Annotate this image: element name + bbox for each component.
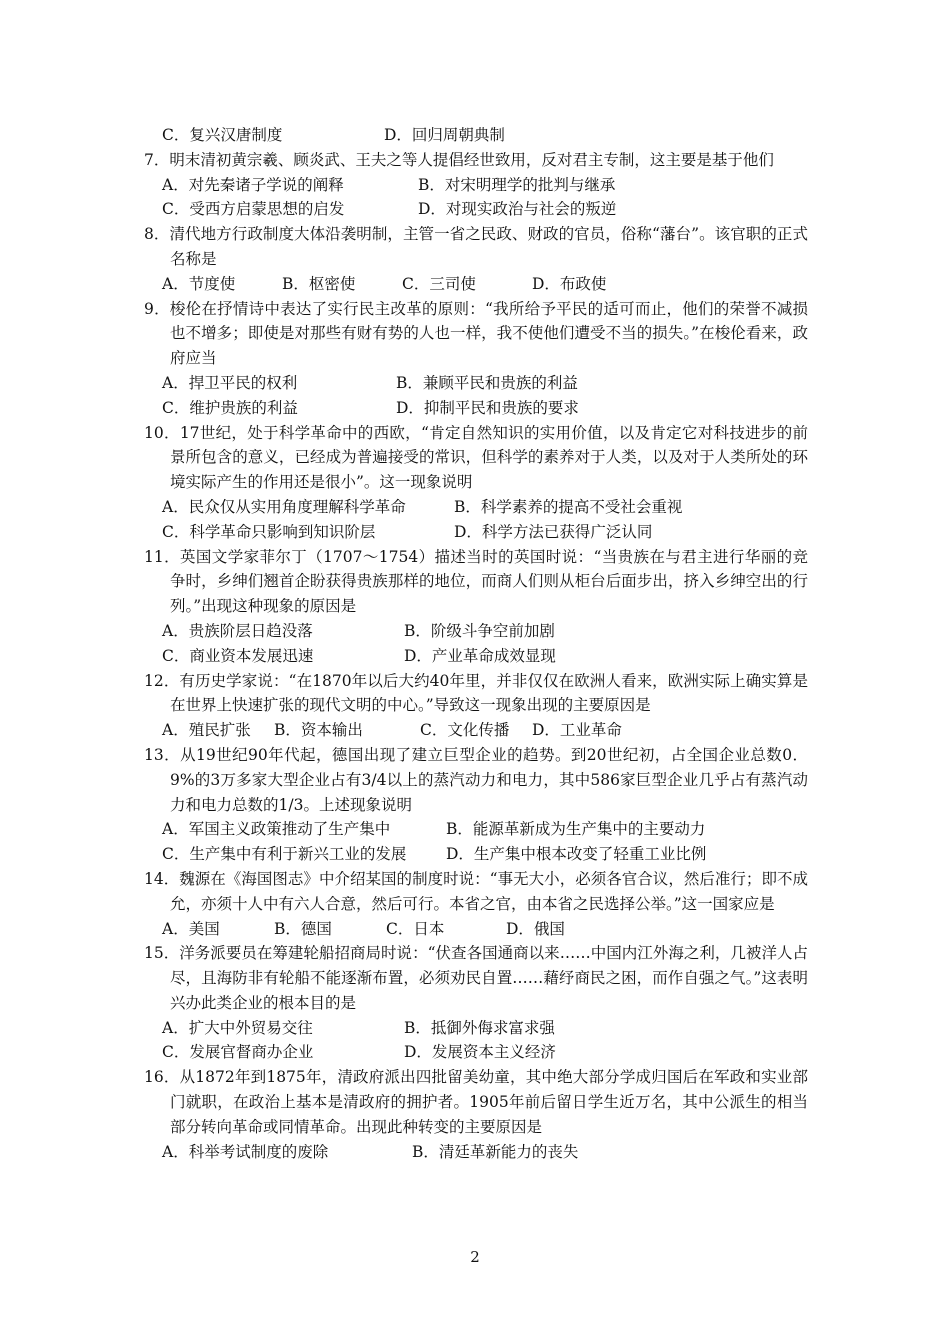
question-14-stem: 14．魏源在《海国图志》中介绍某国的制度时说：“事无大小，必须各官合议，然后准行；即不成允，亦须十人中有六人合意，然后可行。本省之官，由本省之民选择公举。”这一国家应是 [144, 869, 808, 913]
option: C．受西方启蒙思想的启发 [162, 200, 345, 219]
option: B．枢密使 [282, 274, 356, 293]
question-10-stem: 10．17世纪，处于科学革命中的西欧，“肯定自然知识的实用价值，以及肯定它对科技进步的前景所包含的意义，已经成为普遍接受的常识，但科学的素养对于人类，以及对于人类所处的环境实际产生的作用还是很小”。这一现象说明 [144, 423, 808, 492]
options-row [144, 917, 808, 942]
option: A．军国主义政策推动了生产集中 [162, 820, 391, 839]
exam-page [144, 123, 808, 1164]
option: A．民众仅从实用角度理解科学革命 [162, 497, 406, 516]
option: D．工业革命 [532, 721, 622, 740]
option: B．兼顾平民和贵族的利益 [396, 373, 578, 392]
option: B．德国 [274, 919, 332, 938]
option: B．资本输出 [274, 721, 363, 740]
options-row [144, 520, 808, 545]
option: D．生产集中根本改变了轻重工业比例 [446, 845, 707, 864]
question-7-stem: 7．明末清初黄宗羲、顾炎武、王夫之等人提倡经世致用，反对君主专制，这主要是基于他们 [144, 150, 774, 169]
question-15-stem: 15．洋务派要员在筹建轮船招商局时说：“伏查各国通商以来……中国内江外海之利，几被洋人占尽，且海防非有轮船不能逐渐布置，必须劝民自置……藉纾商民之困，而作自强之气。”这表明兴办此类企业的根本目的是 [144, 944, 808, 1012]
option: C．科学革命只影响到知识阶层 [162, 522, 376, 541]
question-8-stem: 8．清代地方行政制度大体沿袭明制，主管一省之民政、财政的官员，俗称“藩台”。该官职的正式名称是 [144, 225, 808, 268]
options-row [144, 495, 808, 520]
option: D．科学方法已获得广泛认同 [454, 522, 653, 541]
options-row [144, 619, 808, 644]
options-row [144, 644, 808, 669]
option: B．抵御外侮求富求强 [404, 1018, 555, 1037]
option: B．清廷革新能力的丧失 [412, 1142, 579, 1161]
options-row [144, 272, 808, 297]
option: D．产业革命成效显现 [404, 646, 556, 665]
option: D．对现实政治与社会的叛逆 [418, 200, 617, 219]
options-row [144, 842, 808, 867]
option: B．对宋明理学的批判与继承 [418, 175, 616, 194]
option: C．复兴汉唐制度 [162, 126, 283, 144]
question-13-stem: 13．从19世纪90年代起，德国出现了建立巨型企业的趋势。到20世纪初，占全国企业总数0．9%的3万多家大型企业占有3/4以上的蒸汽动力和电力，其中586家巨型企业几乎占有蒸汽动力和电力总数的1/3。上述现象说明 [144, 745, 808, 814]
option: A．捍卫平民的权利 [162, 373, 298, 392]
options-row [144, 396, 808, 421]
option: C．文化传播 [420, 721, 510, 740]
option: A．对先秦诸子学说的阐释 [162, 175, 344, 194]
option: D．抑制平民和贵族的要求 [396, 398, 579, 417]
options-row [144, 123, 808, 148]
option: C．维护贵族的利益 [162, 398, 298, 417]
option: D．回归周朝典制 [384, 126, 505, 144]
option: D．俄国 [506, 919, 565, 938]
option: B．科学素养的提高不受社会重视 [454, 497, 683, 516]
options-row [144, 197, 808, 222]
options-row [144, 718, 808, 743]
option: C．生产集中有利于新兴工业的发展 [162, 845, 407, 864]
option: C．日本 [386, 919, 445, 938]
options-row [144, 1016, 808, 1041]
options-row [144, 173, 808, 198]
option: A．贵族阶层日趋没落 [162, 621, 313, 640]
option: D．布政使 [532, 274, 607, 293]
option: A．节度使 [162, 274, 236, 293]
option: A．殖民扩张 [162, 721, 251, 740]
question-11-stem: 11．英国文学家菲尔丁（1707～1754）描述当时的英国时说：“当贵族在与君主进行华丽的竞争时，乡绅们翘首企盼获得贵族那样的地位，而商人们则从柜台后面步出，挤入乡绅空出的行列。”出现这种现象的原因是 [144, 547, 808, 616]
option: A．科举考试制度的废除 [162, 1142, 329, 1161]
question-12-stem: 12．有历史学家说：“在1870年以后大约40年里，并非仅仅在欧洲人看来，欧洲实际上确实算是在世界上快速扩张的现代文明的中心。”导致这一现象出现的主要原因是 [144, 671, 808, 715]
option: A．扩大中外贸易交往 [162, 1018, 313, 1037]
options-row [144, 371, 808, 396]
options-row [144, 1040, 808, 1065]
option: C．发展官督商办企业 [162, 1043, 314, 1062]
option: D．发展资本主义经济 [404, 1043, 556, 1062]
option: C．三司使 [402, 274, 476, 293]
option: B．能源革新成为生产集中的主要动力 [446, 820, 706, 839]
option: C．商业资本发展迅速 [162, 646, 314, 665]
page-number: 2 [470, 1248, 480, 1266]
question-9-stem: 9．梭伦在抒情诗中表达了实行民主改革的原则：“我所给予平民的适可而止，他们的荣誉不减损也不增多；即使是对那些有财有势的人也一样，我不使他们遭受不当的损失。”在梭伦看来，政府应当 [144, 299, 808, 368]
options-row [144, 1140, 808, 1165]
question-16-stem: 16．从1872年到1875年，清政府派出四批留美幼童，其中绝大部分学成归国后在军政和实业部门就职，在政治上基本是清政府的拥护者。1905年前后留日学生近万名，其中公派生的相当部分转向革命或同情革命。出现此种转变的主要原因是 [144, 1068, 808, 1136]
options-row [144, 817, 808, 842]
option: A．美国 [162, 919, 220, 938]
option: B．阶级斗争空前加剧 [404, 621, 555, 640]
